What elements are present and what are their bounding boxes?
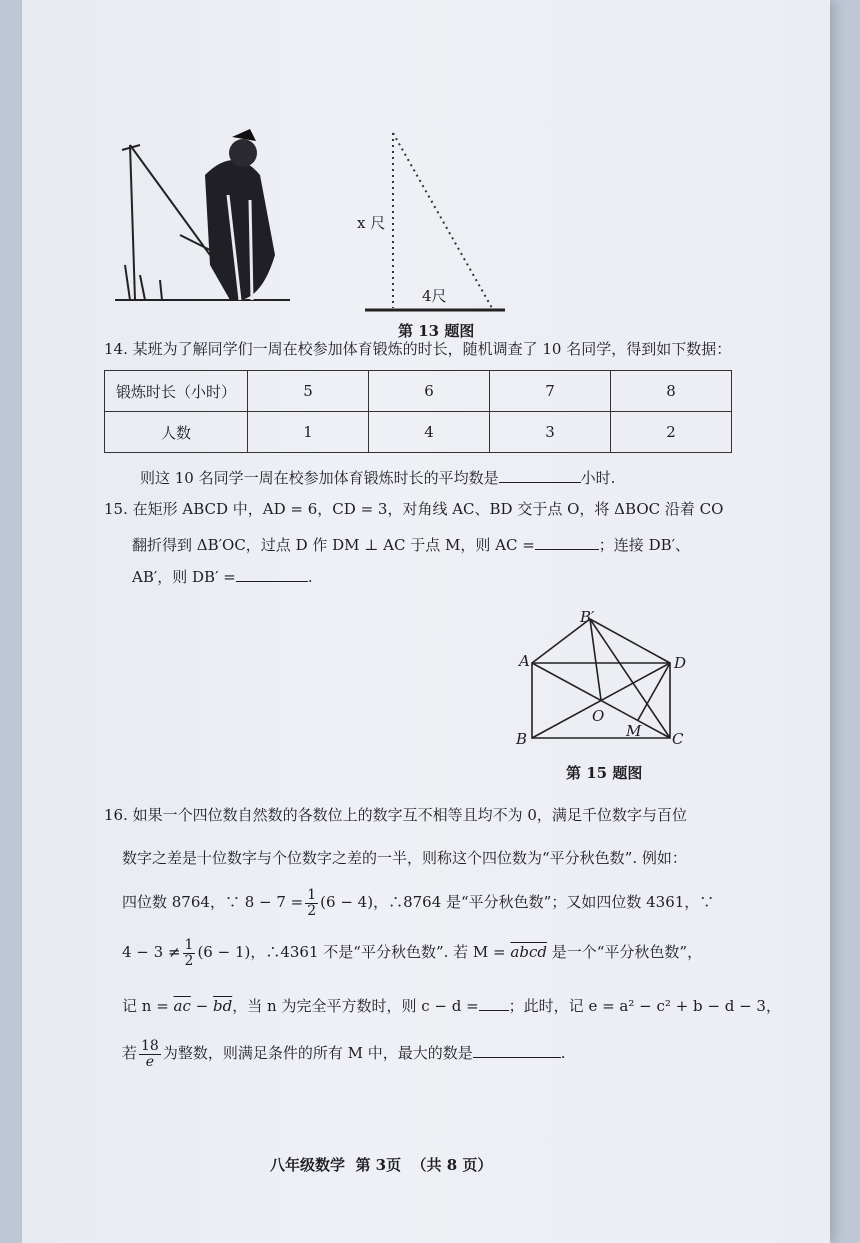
table-cell: 8 [611,371,732,412]
overlined-number: $\overline{ac}$ [173,997,191,1015]
question-15-text: ；连接 DB′、 [598,536,691,554]
figure-13-caption: 第 13 题图 [398,322,475,340]
question-16-text: 若 [122,1044,138,1062]
table-cell: 7 [490,371,611,412]
table-row [105,412,732,453]
fraction-denominator: 2 [307,902,317,919]
table-cell: 1 [248,412,369,453]
question-16-text: ；此时，记 e = a² − c² + b − d − 3， [508,997,781,1015]
figure-15-label-a: A [519,652,530,670]
table-header-cell: 人数 [105,412,248,453]
table-row [105,371,732,412]
question-16-text: 记 n = [122,997,169,1015]
table-cell: 6 [369,371,490,412]
question-14-unit: 小时. [580,469,616,487]
question-15-text: AB′，则 DB′ = [132,568,236,586]
answer-blank [473,1041,561,1058]
question-16-text: 为整数，则满足条件的所有 M 中，最大的数是 [162,1044,473,1062]
question-14-text: 则这 10 名同学一周在校参加体育锻炼时长的平均数是 [140,469,499,487]
fraction-numerator: 1 [307,886,317,903]
fraction [139,1039,161,1070]
question-16-text: 四位数 8764，∵ 8 − 7 = [122,893,304,911]
question-16-text: 4 − 3 ≠ [122,943,181,961]
overlined-number: abcd [510,943,547,961]
fraction-numerator: 1 [184,936,194,953]
question-15-line-1: 15. 在矩形 ABCD 中，AD = 6，CD = 3，对角线 AC、BD 交于点 O，将 ΔBOC 沿着 CO [104,500,724,518]
question-15-line-2 [132,533,690,556]
fraction [305,888,318,919]
question-16-line-6 [122,1030,566,1076]
question-16-line-3 [122,882,714,922]
answer-blank [499,466,581,483]
figure-15-label-bprime: B′ [580,608,595,626]
exercise-data-table [104,370,732,453]
question-16-text: . [560,1044,566,1062]
table-cell: 5 [248,371,369,412]
figure-13-height-label: x 尺 [357,214,386,232]
fraction [183,938,196,969]
question-16-line-5 [122,994,781,1017]
question-14-stem: 14. 某班为了解同学们一周在校参加体育锻炼的时长，随机调查了 10 名同学，得到如下数据： [104,340,732,358]
figure-13-base-label: 4尺 [422,287,447,305]
question-16-text: (6 − 4)，∴8764 是“平分秋色数”；又如四位数 4361，∵ [320,893,715,911]
minus-sign: − [195,997,209,1015]
question-14-prompt [140,466,615,489]
fraction-denominator: e [145,1053,155,1070]
answer-blank [535,533,599,550]
table-cell: 4 [369,412,490,453]
question-16-text: (6 − 1)，∴4361 不是“平分秋色数”. 若 M = [197,943,506,961]
figure-13-illustration [100,115,300,315]
table-cell: 3 [490,412,611,453]
question-16-line-1: 16. 如果一个四位数自然数的各数位上的数字互不相等且均不为 0，满足千位数字与百位 [104,806,687,824]
figure-15-label-b: B [516,730,528,748]
question-16-text: 是一个“平分秋色数”， [551,943,703,961]
figure-15-label-m: M [626,722,642,740]
question-15-line-3 [132,565,313,588]
question-16-text: ，当 n 为完全平方数时，则 c − d = [232,997,479,1015]
figure-15-label-o: O [592,707,605,725]
fraction-denominator: 2 [184,952,194,969]
figure-15-caption: 第 15 题图 [566,764,643,782]
table-cell: 2 [611,412,732,453]
table-header-cell: 锻炼时长（小时） [105,371,248,412]
question-15-text: . [307,568,313,586]
page-footer: 八年级数学 第 3页 （共 8 页） [270,1156,493,1174]
answer-blank [236,565,308,582]
figure-15-label-d: D [674,654,687,672]
question-16-line-2: 数字之差是十位数字与个位数字之差的一半，则称这个四位数为“平分秋色数”. 例如： [122,849,687,867]
answer-blank [479,994,509,1011]
fraction-numerator: 18 [141,1037,159,1054]
question-16-line-4 [122,932,702,972]
figure-15-label-c: C [672,730,684,748]
question-15-text: 翻折得到 ΔB′OC，过点 D 作 DM ⊥ AC 于点 M，则 AC = [132,536,535,554]
overlined-number: $\overline{bd}$ [213,997,233,1015]
